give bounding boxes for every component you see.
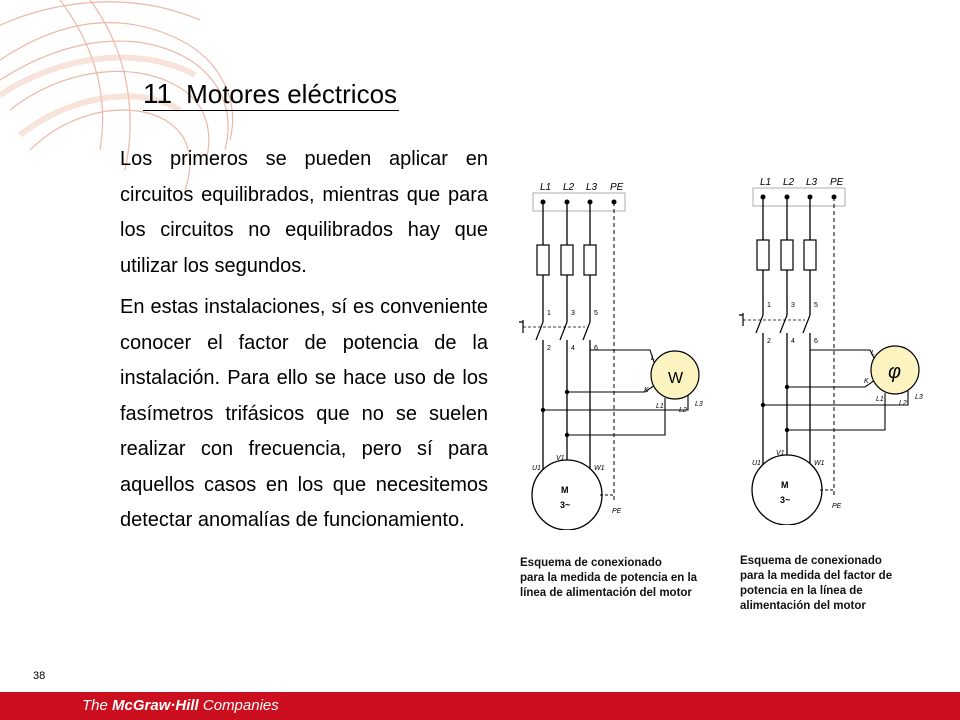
caption-left-line-1: Esquema de conexionado [520, 557, 662, 569]
meter-terminal-k: K [864, 378, 869, 385]
motor-phase: 3~ [780, 495, 791, 505]
caption-right-line-1: Esquema de conexionado [740, 555, 882, 567]
terminal-5: 5 [594, 310, 598, 317]
power-measurement-diagram [505, 170, 705, 530]
meter-terminal-l2: L2 [899, 400, 907, 407]
meter-terminal-l1: L1 [876, 396, 884, 403]
meter-terminal-l: L [651, 355, 655, 362]
line-label-pe: PE [830, 177, 844, 188]
motor-terminal-u1: U1 [532, 465, 541, 472]
terminal-3: 3 [791, 302, 795, 309]
logo-prefix: The [82, 697, 108, 714]
motor-terminal-v1: V1 [776, 450, 785, 457]
wattmeter-symbol: W [668, 370, 684, 387]
chapter-number: 11 [143, 78, 173, 109]
terminal-1: 1 [547, 310, 551, 317]
page-title [143, 78, 399, 111]
caption-right-line-4: alimentación del motor [740, 600, 866, 612]
switch [519, 320, 590, 340]
logo-suffix: Companies [202, 697, 279, 714]
logo-brand: McGraw·Hill [112, 697, 199, 714]
motor-label: M [781, 480, 789, 490]
meter-terminal-l2: L2 [679, 407, 687, 414]
page-number: 38 [33, 670, 46, 682]
caption-right [740, 554, 892, 614]
phi-symbol: φ [888, 361, 902, 383]
motor-terminal-v1: V1 [556, 455, 565, 462]
switch [739, 313, 810, 333]
terminal-block [533, 193, 625, 211]
pe-label: PE [612, 508, 622, 515]
meter-terminal-l: L [871, 350, 875, 357]
motor-terminal-w1: W1 [814, 460, 825, 467]
meter-terminal-k: K [644, 387, 649, 394]
footer-bar [0, 692, 960, 720]
fuses [537, 245, 596, 275]
line-label-l2: L2 [563, 182, 575, 193]
motor-terminal-u1: U1 [752, 460, 761, 467]
terminal-6: 6 [814, 338, 818, 345]
chapter-title: Motores eléctricos [186, 79, 398, 109]
terminal-2: 2 [547, 345, 551, 352]
caption-left-line-3: línea de alimentación del motor [520, 587, 692, 599]
terminal-5: 5 [814, 302, 818, 309]
power-factor-diagram [725, 165, 925, 525]
terminal-2: 2 [767, 338, 771, 345]
terminal-block [753, 188, 845, 206]
line-label-l3: L3 [806, 177, 818, 188]
motor [752, 455, 822, 525]
terminal-4: 4 [791, 338, 795, 345]
publisher-logo [82, 697, 279, 714]
motor-phase: 3~ [560, 500, 571, 510]
line-label-l2: L2 [783, 177, 795, 188]
terminal-4: 4 [571, 345, 575, 352]
fuses [757, 240, 816, 270]
motor-label: M [561, 485, 569, 495]
meter-terminal-l3: L3 [695, 401, 703, 408]
terminal-6: 6 [594, 345, 598, 352]
line-label-l1: L1 [760, 177, 772, 188]
motor-terminal-w1: W1 [594, 465, 605, 472]
terminal-3: 3 [571, 310, 575, 317]
line-label-l1: L1 [540, 182, 552, 193]
pe-label: PE [832, 503, 842, 510]
caption-left-line-2: para la medida de potencia en la [520, 572, 698, 584]
motor [532, 460, 602, 530]
caption-right-line-3: potencia en la línea de [740, 585, 863, 597]
paragraph-1: Los primeros se pueden aplicar en circuitos equilibrados, mientras que para los circuitos no equilibrados hay que utilizar los segundos. [120, 148, 488, 277]
caption-left [520, 556, 697, 601]
meter-terminal-l1: L1 [656, 403, 664, 410]
terminal-1: 1 [767, 302, 771, 309]
body-text [120, 142, 488, 545]
line-label-pe: PE [610, 182, 624, 193]
paragraph-2: En estas instalaciones, sí es conveniente conocer el factor de potencia de la instalación. Para ello se hace uso de los fasímetros trifásicos que no se suelen realizar con frecuencia, pero sí para aquellos casos en los que necesitemos detectar anomalías de funcionamiento. [120, 296, 488, 531]
meter-terminal-l3: L3 [915, 394, 923, 401]
caption-right-line-2: para la medida del factor de [740, 570, 893, 582]
line-label-l3: L3 [586, 182, 598, 193]
